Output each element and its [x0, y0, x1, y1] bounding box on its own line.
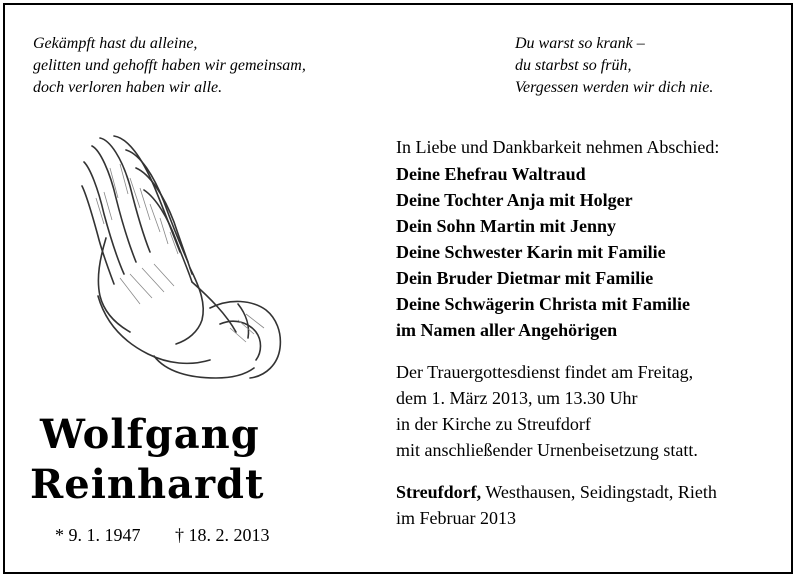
family-member: Dein Sohn Martin mit Jenny [396, 216, 617, 236]
places-line [396, 479, 776, 505]
first-name: Wolfgang [40, 411, 260, 458]
notice-text [396, 135, 776, 531]
family-list [396, 161, 776, 343]
birth-date: * 9. 1. 1947 [55, 525, 141, 545]
family-member: Deine Tochter Anja mit Holger [396, 190, 633, 210]
notice-date: im Februar 2013 [396, 508, 516, 528]
service-info [396, 359, 776, 463]
life-dates [55, 525, 270, 546]
poem-right [515, 33, 713, 99]
service-line: in der Kirche zu Streufdorf [396, 414, 591, 434]
praying-hands-icon [70, 128, 290, 380]
service-line: Der Trauergottesdienst findet am Freitag, [396, 362, 694, 382]
service-line: mit anschließender Urnenbeisetzung statt. [396, 440, 698, 460]
family-member: Deine Schwägerin Christa mit Familie [396, 294, 690, 314]
family-member: Deine Schwester Karin mit Familie [396, 242, 666, 262]
poem-line: gelitten und gehofft haben wir gemeinsam, [33, 57, 306, 74]
other-places: Westhausen, Seidingstadt, Rieth [481, 482, 717, 502]
family-member: im Namen aller Angehörigen [396, 320, 618, 340]
family-member: Dein Bruder Dietmar mit Familie [396, 268, 654, 288]
poem-line: Du warst so krank – [515, 35, 645, 52]
poem-line: Vergessen werden wir dich nie. [515, 79, 714, 96]
poem-line: doch verloren haben wir alle. [33, 79, 223, 96]
death-date: † 18. 2. 2013 [175, 525, 270, 545]
family-member: Deine Ehefrau Waltraud [396, 164, 586, 184]
poem-left [33, 33, 306, 99]
farewell-intro: In Liebe und Dankbarkeit nehmen Abschied: [396, 137, 720, 157]
main-place: Streufdorf, [396, 482, 482, 502]
service-line: dem 1. März 2013, um 13.30 Uhr [396, 388, 638, 408]
deceased-name [30, 410, 310, 510]
last-name: Reinhardt [30, 461, 265, 508]
closing [396, 479, 776, 531]
poem-line: du starbst so früh, [515, 57, 632, 74]
poem-line: Gekämpft hast du alleine, [33, 35, 198, 52]
